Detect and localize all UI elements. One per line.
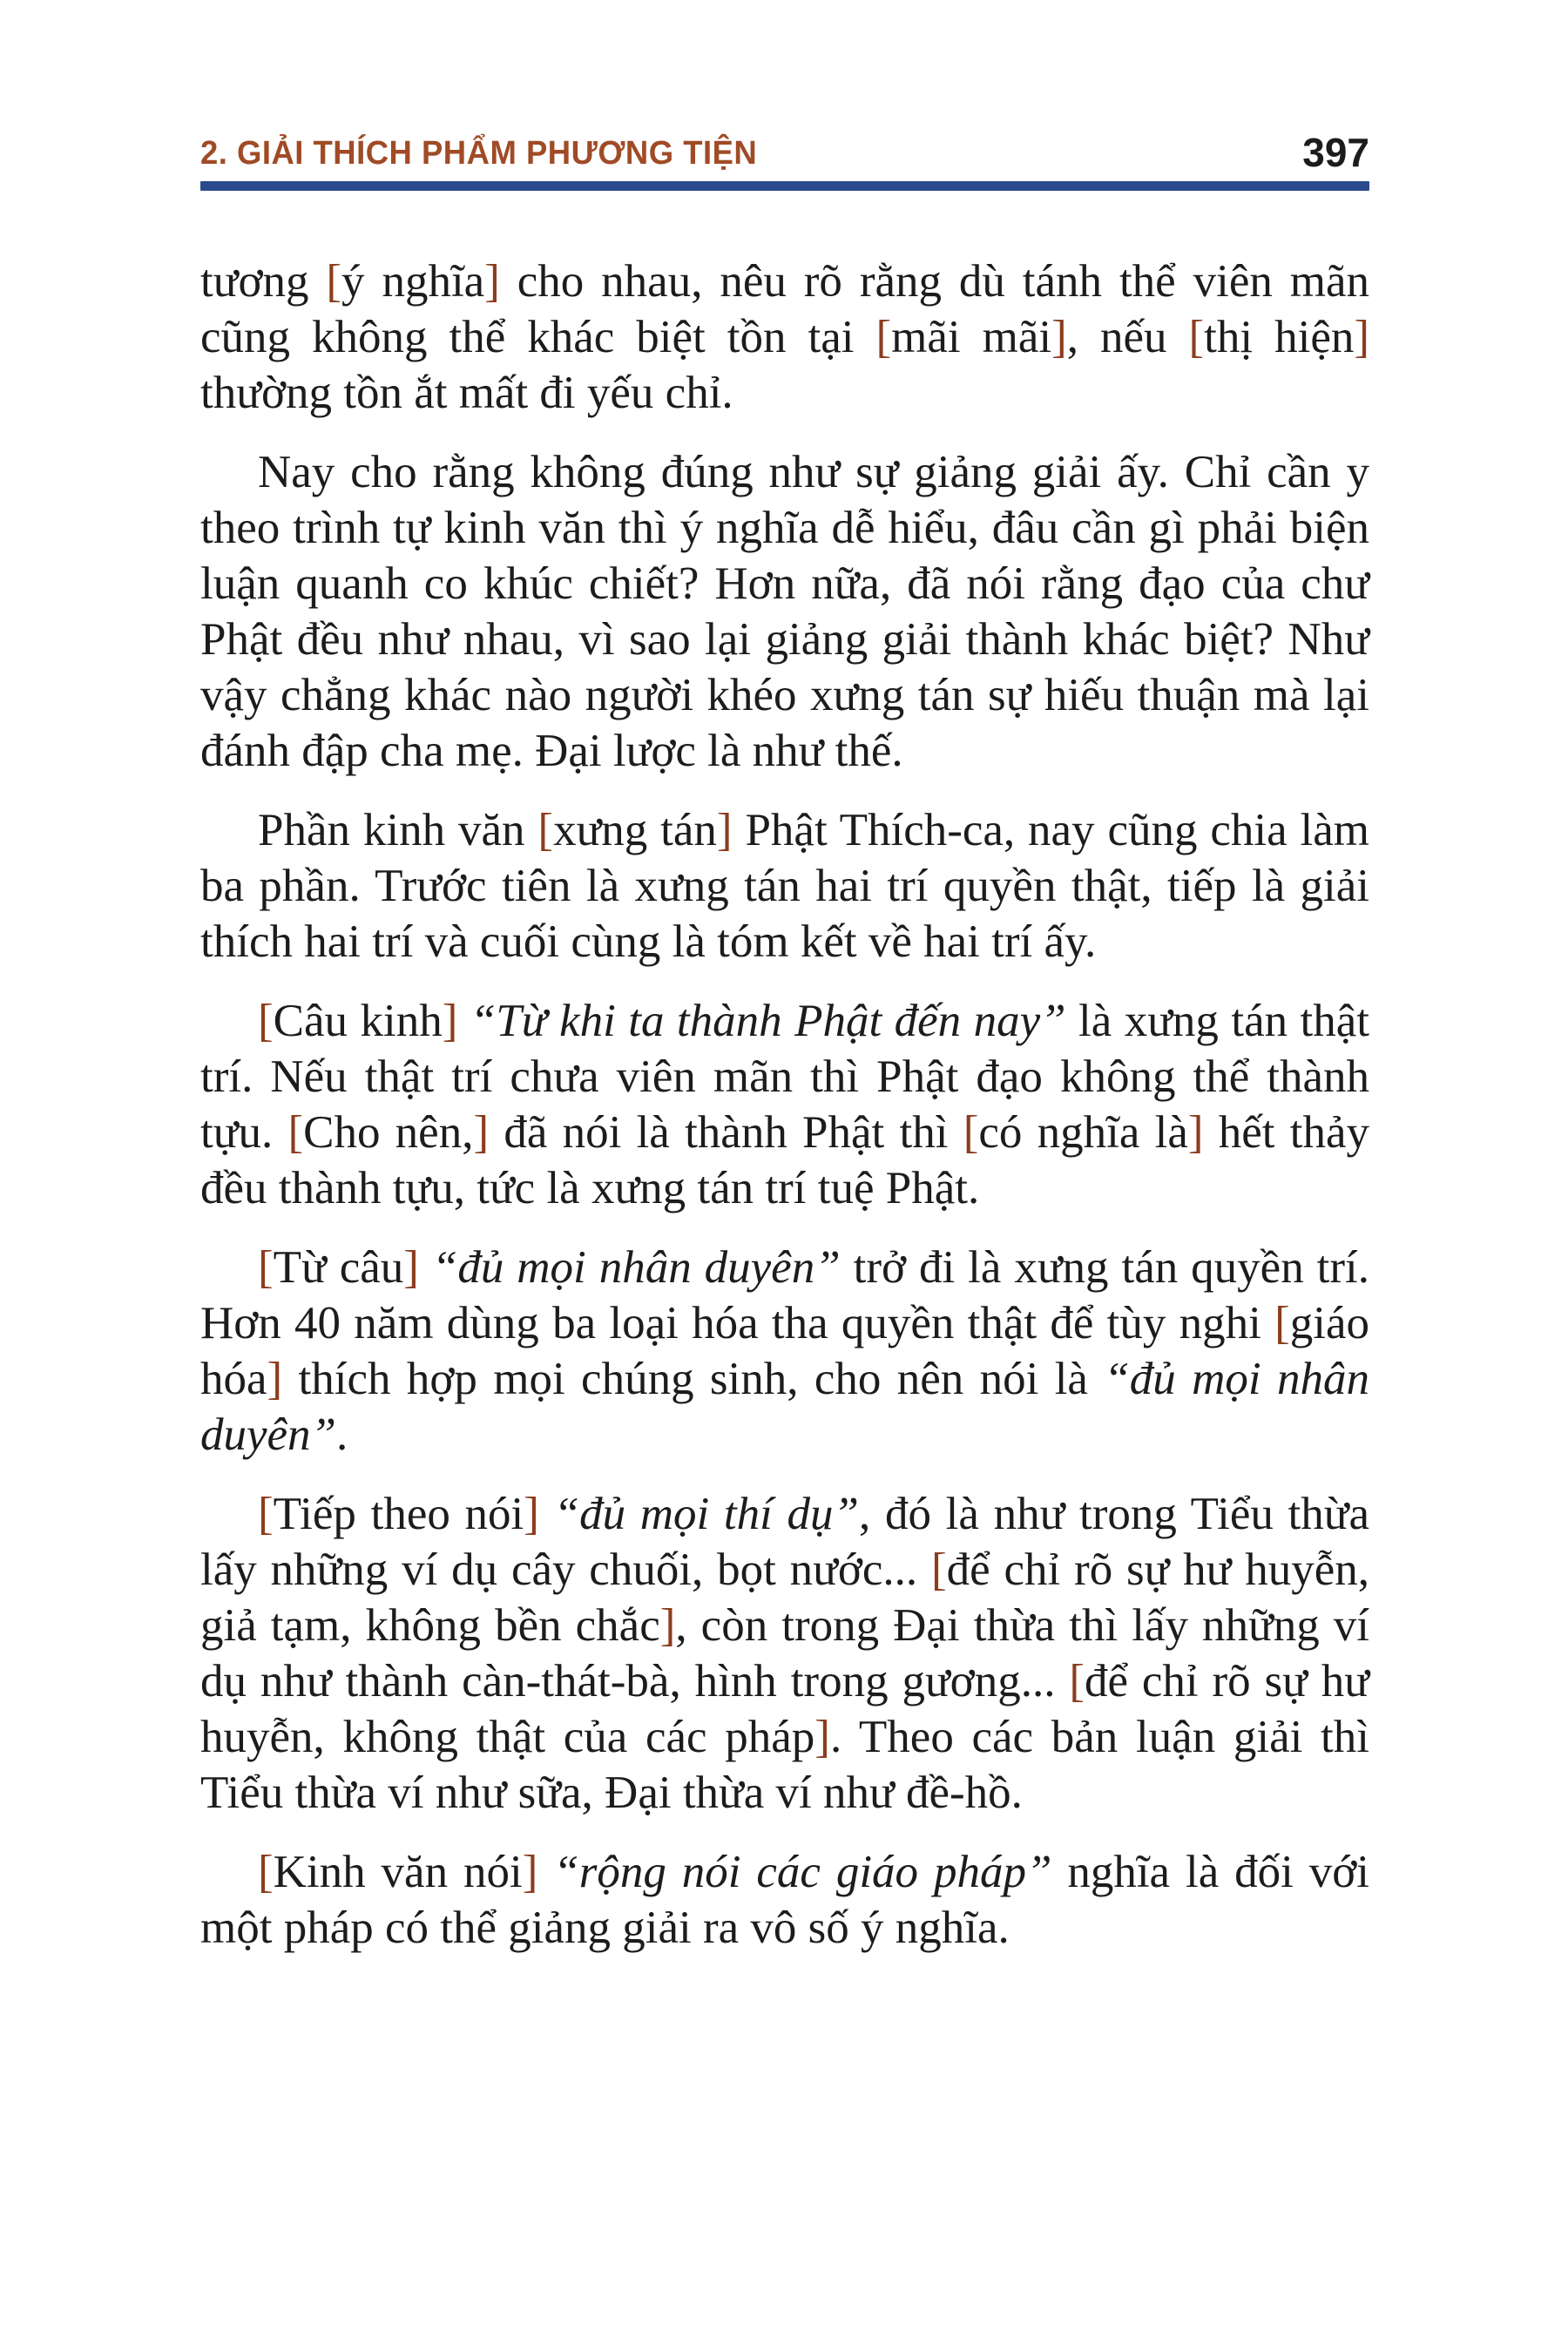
text-run: đã nói là thành Phật thì [489,1107,963,1158]
text-run: có nghĩa là [978,1107,1188,1158]
text-run [419,1242,432,1293]
editorial-bracket: [ [963,1107,979,1158]
editorial-bracket: [ [258,996,274,1046]
text-run: mãi mãi [891,312,1052,362]
text-run: nghĩa là đối với một pháp có thể giảng giải ra vô số ý nghĩa. [200,1847,1370,1953]
editorial-bracket: [ [1069,1656,1085,1707]
text-run: Từ câu [273,1242,404,1293]
text-run: Câu kinh [273,996,443,1046]
editorial-bracket: ] [473,1107,490,1158]
text-run: ý nghĩa [341,256,485,307]
editorial-bracket: ] [403,1242,419,1293]
text-run: . Theo các bản luận giải thì Tiểu thừa ví như sữa, Đại thừa ví như đề-hồ. [200,1712,1369,1818]
text-run: Phật Thích-ca, nay cũng chia làm ba phần. Trước tiên là xưng tán hai trí quyền thật, tiếp là giải thích hai trí và cuối cùng là tóm kết về hai trí ấy. [200,805,1369,967]
scripture-quote: “đủ mọi nhân duyên” [431,1242,841,1293]
text-run: Cho nên, [303,1107,474,1158]
editorial-bracket: ] [1354,312,1370,362]
text-run: thích hợp mọi chúng sinh, cho nên nói là [282,1354,1105,1404]
paragraph [200,444,1369,779]
text-run: tương [200,256,327,307]
editorial-bracket: [ [287,1107,304,1158]
text-run: thị hiện [1204,312,1355,362]
text-run: giáo hóa [200,1298,1369,1404]
paragraph [200,1486,1369,1821]
editorial-bracket: [ [875,312,892,362]
scripture-quote: “đủ mọi thí dụ” [553,1489,860,1539]
text-run: , nếu [1066,312,1189,362]
editorial-bracket: ] [484,256,500,307]
text-run: , còn trong Đại thừa thì lấy những ví dụ như thành càn-thát-bà, hình trong gương... [200,1600,1369,1707]
page-content [200,132,1369,1979]
editorial-bracket: [ [258,1489,274,1539]
header-rule [200,181,1369,191]
scripture-quote: “rộng nói các giáo pháp” [553,1847,1052,1897]
paragraph [200,993,1369,1216]
editorial-bracket: ] [659,1600,676,1651]
running-head [200,130,1369,175]
editorial-bracket: ] [1051,312,1067,362]
text-run: cho nhau, nêu rõ rằng dù tánh thể viên mãn cũng không thể khác biệt tồn tại [200,256,1370,362]
editorial-bracket: ] [522,1847,538,1897]
editorial-bracket: [ [537,805,554,855]
editorial-bracket: ] [442,996,458,1046]
text-run: Kinh văn nói [273,1847,523,1897]
text-run: xưng tán [553,805,717,855]
paragraph [200,1240,1369,1463]
editorial-bracket: [ [258,1242,274,1293]
paragraph [200,1844,1369,1956]
text-run: Tiếp theo nói [273,1489,524,1539]
text-run: , đó là như trong Tiểu thừa lấy những ví dụ cây chuối, bọt nước... [200,1489,1370,1595]
text-run: . [336,1409,348,1460]
editorial-bracket: [ [326,256,342,307]
editorial-bracket: ] [814,1712,830,1762]
page-number: 397 [1302,130,1369,175]
editorial-bracket: [ [931,1544,947,1595]
editorial-bracket: ] [524,1489,539,1539]
text-run: Phần kinh văn [258,805,538,855]
chapter-title: 2. GIẢI THÍCH PHẨM PHƯƠNG TIỆN [200,135,758,172]
text-run: Nay cho rằng không đúng như sự giảng giải ấy. Chỉ cần y theo trình tự kinh văn thì ý nghĩa dễ hiểu, đâu cần gì phải biện luận quanh co khúc chiết? Hơn nữa, đã nói rằng đạo của chư Phật đều như nhau, vì sao lại giảng giải thành khác biệt? Như vậy chẳng khác nào người khéo xưng tán sự hiếu thuận mà lại đánh đập cha mẹ. Đại lược là như thế. [200,447,1369,776]
text-run: thường tồn ắt mất đi yếu chỉ. [200,368,733,418]
paragraph [200,253,1369,421]
text-run [457,996,470,1046]
text-run: là xưng tán thật trí. Nếu thật trí chưa viên mãn thì Phật đạo không thể thành tựu. [200,996,1370,1158]
scripture-quote: “đủ mọi nhân duyên” [200,1354,1369,1460]
text-run: hết thảy đều thành tựu, tức là xưng tán trí tuệ Phật. [200,1107,1370,1213]
text-run: để chỉ rõ sự hư huyễn, không thật của các pháp [200,1656,1370,1762]
editorial-bracket: [ [1188,312,1205,362]
editorial-bracket: ] [267,1354,283,1404]
editorial-bracket: [ [1274,1298,1290,1348]
body-paragraphs [200,253,1369,1956]
text-run: trở đi là xưng tán quyền trí. Hơn 40 năm dùng ba loại hóa tha quyền thật để tùy nghi [200,1242,1370,1348]
editorial-bracket: ] [716,805,733,855]
scripture-quote: “Từ khi ta thành Phật đến nay” [470,996,1066,1046]
text-run [537,1847,553,1897]
paragraph [200,802,1369,970]
editorial-bracket: ] [1187,1107,1204,1158]
text-run: để chỉ rõ sự hư huyễn, giả tạm, không bền chắc [200,1544,1369,1651]
text-run [539,1489,554,1539]
editorial-bracket: [ [258,1847,274,1897]
